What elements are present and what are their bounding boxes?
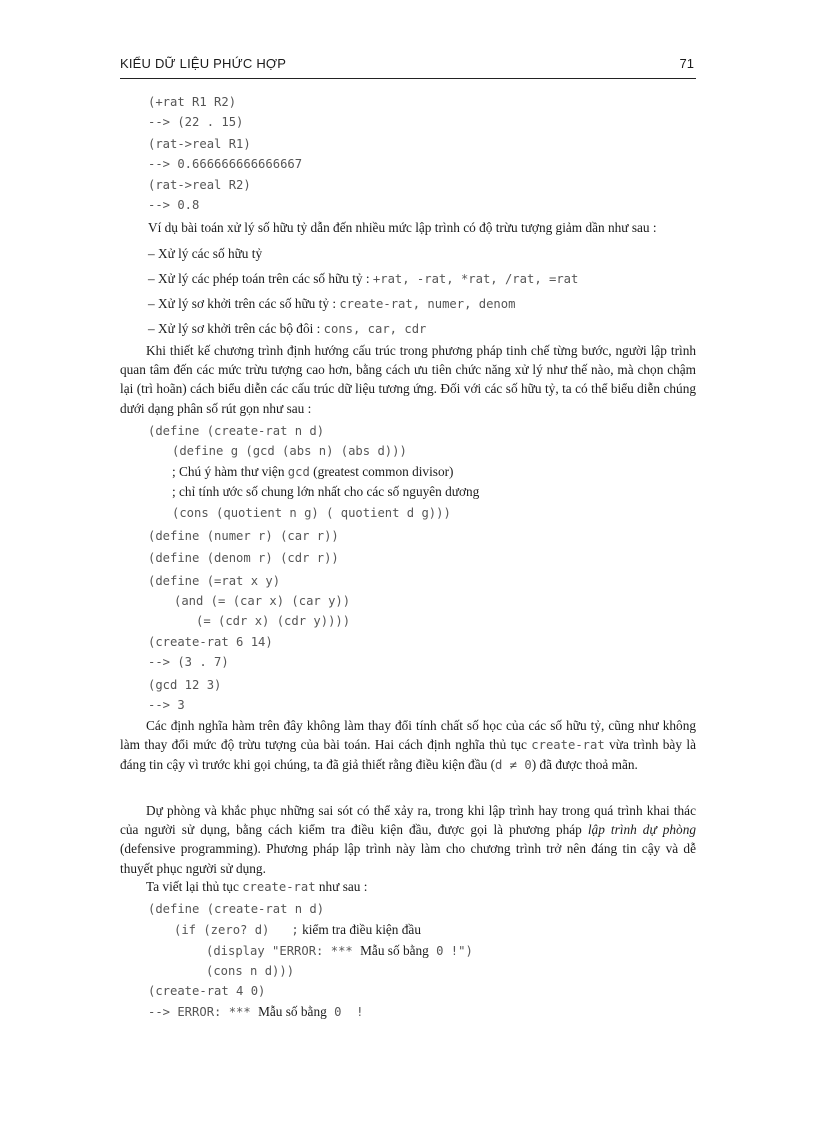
code-line: (+rat R1 R2): [148, 95, 237, 109]
code-line: (cons n d))): [206, 964, 295, 978]
paragraph: Ta viết lại thủ tục create-rat như sau :: [146, 879, 368, 894]
code-line: (display "ERROR: *** Mẫu số bằng 0 !"): [206, 943, 473, 958]
code-comment: ; chỉ tính ước số chung lớn nhất cho các số nguyên dương: [172, 484, 480, 499]
code-line: (define (numer r) (car r)): [148, 529, 339, 543]
paragraph: Khi thiết kế chương trình định hướng cấu trúc trong phương pháp tinh chế từng bước, người lập trình quan tâm đến các mức trừu tượng cao hơn, bằng cách ưu tiên chức năng xử lý như thế nào, mà chọn chậm lại (trì hoãn) cách biểu diễn các cấu trúc dữ liệu tương ứng. Đối với các số hữu tỷ, ta có thể biểu diễn chúng dưới dạng phân số rút gọn như sau :: [120, 343, 696, 416]
code-line: --> (3 . 7): [148, 655, 229, 669]
intro-text: Ví dụ bài toán xử lý số hữu tỷ dẫn đến nhiều mức lập trình có độ trừu tượng giảm dần như sau :: [148, 220, 657, 235]
paragraph: Dự phòng và khắc phục những sai sót có thể xảy ra, trong khi lập trình hay trong quá trình khai thác của người sử dụng, bằng cách kiểm tra điều kiện đầu, được gọi là phương pháp lập trình dự phòng (defensive programming). Phương pháp lập trình này làm cho chương trình trở nên đáng tin cậy và dễ thuyết phục người sử dụng.: [120, 803, 696, 876]
code-line: --> 0.8: [148, 198, 200, 212]
level-item: – Xử lý các số hữu tỷ: [148, 246, 263, 261]
code-line: (define g (gcd (abs n) (abs d))): [172, 444, 407, 458]
code-line: (create-rat 4 0): [148, 984, 266, 998]
code-line: (define (create-rat n d): [148, 902, 325, 916]
page-number: 71: [679, 56, 694, 71]
code-line: --> ERROR: *** Mẫu số bằng 0 !: [148, 1004, 364, 1019]
code-line: --> 3: [148, 698, 185, 712]
chapter-title: KIỂU DỮ LIỆU PHỨC HỢP: [120, 56, 287, 71]
code-line: --> 0.666666666666667: [148, 157, 303, 171]
level-item: – Xử lý sơ khởi trên các số hữu tỷ : create-rat, numer, denom: [148, 296, 516, 311]
code-line: (gcd 12 3): [148, 678, 222, 692]
code-line: (if (zero? d) ; kiểm tra điều kiện đầu: [174, 922, 421, 937]
code-comment: ; Chú ý hàm thư viện gcd (greatest common divisor): [172, 464, 454, 479]
paragraph: Các định nghĩa hàm trên đây không làm thay đổi tính chất số học của các số hữu tỷ, cũng như không làm thay đổi mức độ trừu tượng của bài toán. Hai cách định nghĩa thủ tục create-rat vừa trình bày là đáng tin cậy vì trước khi gọi chúng, ta đã giả thiết rằng điều kiện đầu (d ≠ 0) đã được thoả mãn.: [120, 718, 696, 773]
code-line: (= (cdr x) (cdr y)))): [196, 614, 351, 628]
code-line: (create-rat 6 14): [148, 635, 273, 649]
code-line: (rat->real R1): [148, 137, 251, 151]
code-line: (rat->real R2): [148, 178, 251, 192]
level-item: – Xử lý các phép toán trên các số hữu tỷ : +rat, -rat, *rat, /rat, =rat: [148, 271, 579, 286]
page-header: [120, 54, 696, 79]
code-line: (and (= (car x) (car y)): [174, 594, 351, 608]
code-line: --> (22 . 15): [148, 115, 244, 129]
level-item: – Xử lý sơ khởi trên các bộ đôi : cons, car, cdr: [148, 321, 427, 336]
code-line: (define (create-rat n d): [148, 424, 325, 438]
code-line: (cons (quotient n g) ( quotient d g))): [172, 506, 451, 520]
code-line: (define (=rat x y): [148, 574, 281, 588]
code-line: (define (denom r) (cdr r)): [148, 551, 339, 565]
